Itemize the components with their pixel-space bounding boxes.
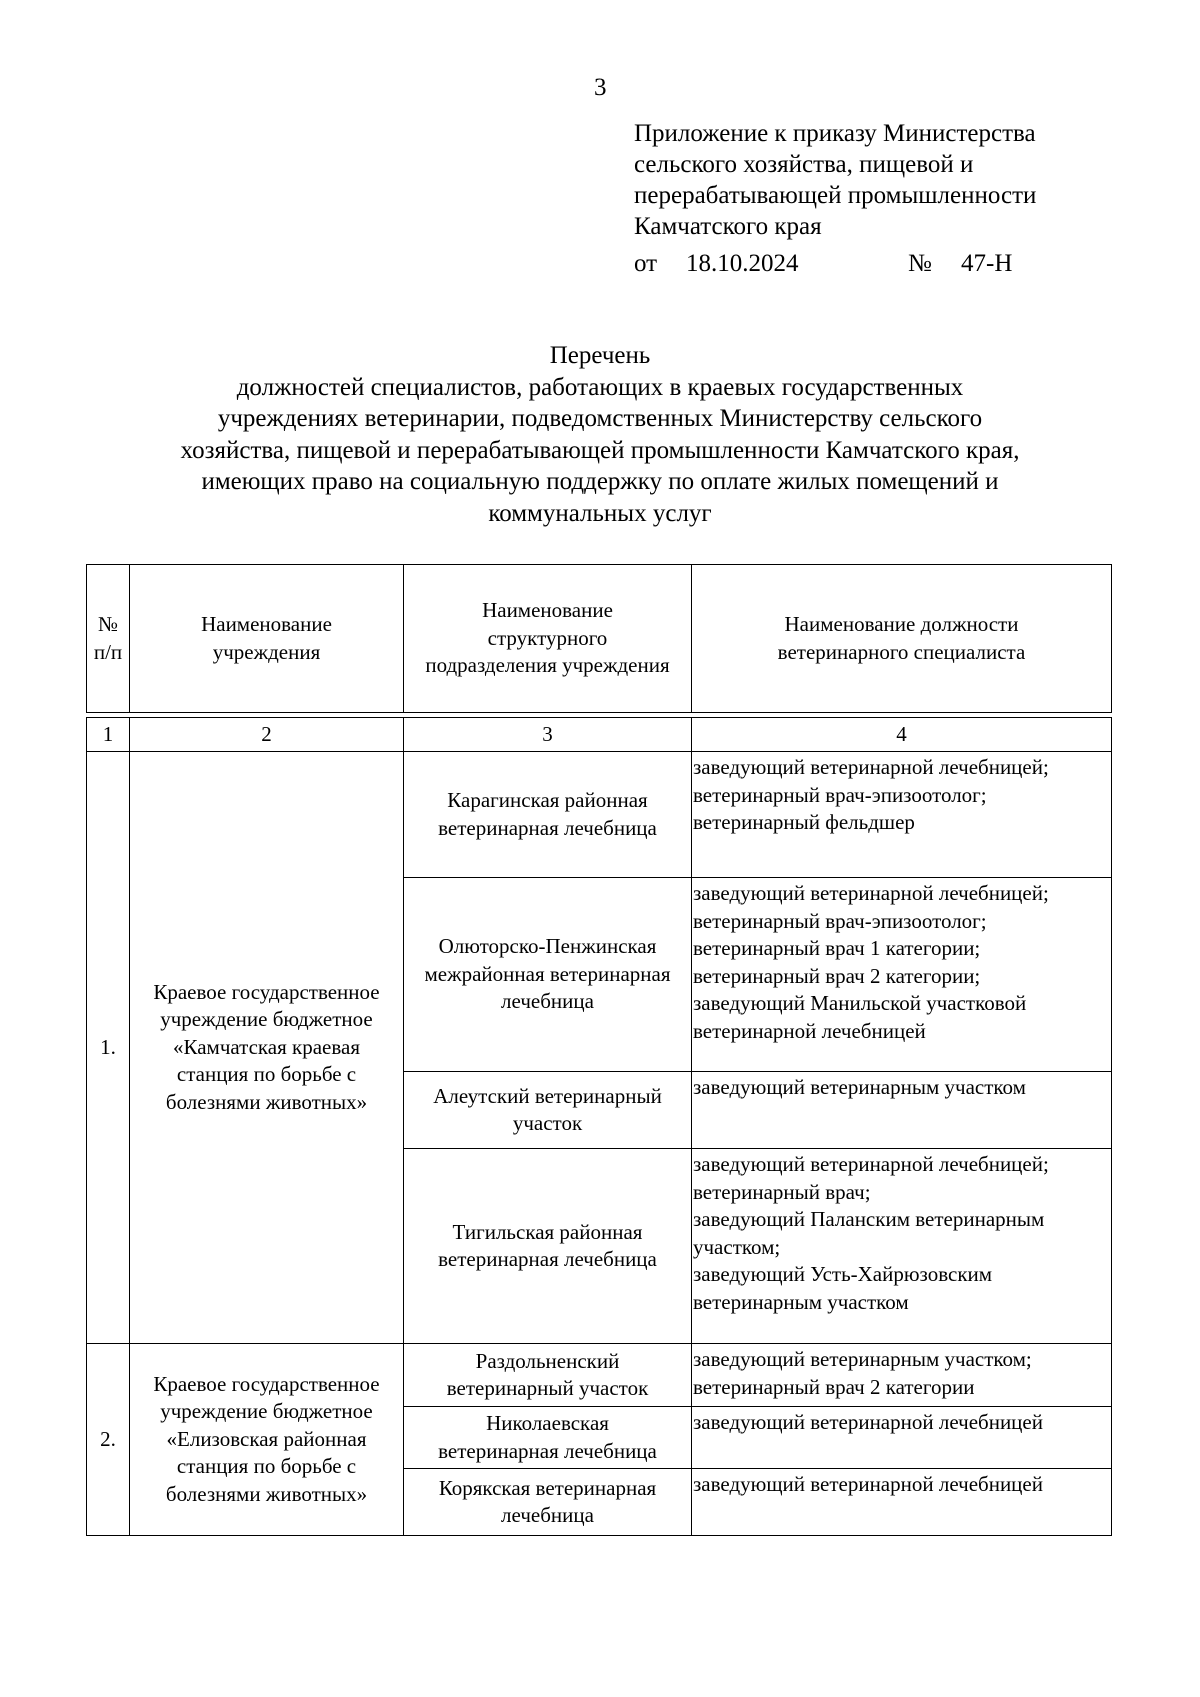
position-list: заведующий ветеринарной лечебницей; ветеринарный врач-эпизоотолог; ветеринарный врач 1 категории; ветеринарный врач 2 категории; заведующий Манильской участковой ветеринарной лечебницей — [692, 878, 1112, 1072]
unit-name: Олюторско-Пенжинская межрайонная ветеринарная лечебница — [404, 878, 692, 1072]
unit-name: Карагинская районная ветеринарная лечебница — [404, 752, 692, 878]
document-title — [85, 340, 1115, 529]
unit-name: Раздольненский ветеринарный участок — [404, 1344, 692, 1407]
position-list: заведующий ветеринарным участком; ветеринарный врач 2 категории — [692, 1344, 1112, 1407]
appendix-line: Приложение к приказу Министерства — [634, 120, 1036, 147]
column-number: 3 — [404, 718, 692, 752]
appendix-block — [634, 118, 1154, 242]
order-number: 47-Н — [961, 250, 1013, 277]
appendix-line: перерабатывающей промышленности — [634, 182, 1037, 209]
row-number: 2. — [87, 1344, 130, 1536]
page-number: 3 — [594, 74, 607, 101]
position-list: заведующий ветеринарной лечебницей; ветеринарный врач; заведующий Паланским ветеринарным участком; заведующий Усть-Хайрюзовским ветеринарным участком — [692, 1149, 1112, 1344]
row-number: 1. — [87, 752, 130, 1344]
title-line: хозяйства, пищевой и перерабатывающей промышленности Камчатского края, — [180, 436, 1020, 464]
header-number: № п/п — [87, 565, 130, 713]
institution-name: Краевое государственное учреждение бюджетное «Камчатская краевая станция по борьбе с болезнями животных» — [130, 752, 404, 1344]
header-position: Наименование должности ветеринарного специалиста — [692, 565, 1112, 713]
order-line — [634, 250, 1074, 281]
title-line: учреждениях ветеринарии, подведомственных Министерству сельского — [217, 405, 983, 432]
appendix-line: Камчатского края — [634, 213, 822, 240]
order-date: 18.10.2024 — [686, 250, 799, 277]
column-numbers-row — [87, 718, 1112, 752]
order-from-label: от — [634, 250, 658, 277]
column-number: 1 — [87, 718, 130, 752]
appendix-line: сельского хозяйства, пищевой и — [634, 151, 974, 178]
unit-name: Алеутский ветеринарный участок — [404, 1072, 692, 1149]
positions-table — [86, 564, 1112, 1536]
unit-name: Тигильская районная ветеринарная лечебница — [404, 1149, 692, 1344]
table-header-row — [87, 565, 1112, 713]
unit-name: Корякская ветеринарная лечебница — [404, 1469, 692, 1536]
title-line: коммунальных услуг — [488, 499, 712, 527]
title-line: должностей специалистов, работающих в краевых государственных — [236, 373, 964, 401]
table-row — [87, 1344, 1112, 1407]
institution-name: Краевое государственное учреждение бюджетное «Елизовская районная станция по борьбе с болезнями животных» — [130, 1344, 404, 1536]
column-number: 2 — [130, 718, 404, 752]
header-unit: Наименование структурного подразделения учреждения — [404, 565, 692, 713]
table-row — [87, 752, 1112, 878]
column-number: 4 — [692, 718, 1112, 752]
title-heading: Перечень — [549, 342, 651, 369]
position-list: заведующий ветеринарной лечебницей — [692, 1469, 1112, 1536]
order-number-label: № — [908, 250, 932, 277]
header-institution: Наименование учреждения — [130, 565, 404, 713]
unit-name: Николаевская ветеринарная лечебница — [404, 1407, 692, 1469]
title-line: имеющих право на социальную поддержку по оплате жилых помещений и — [201, 468, 999, 495]
position-list: заведующий ветеринарной лечебницей; ветеринарный врач-эпизоотолог; ветеринарный фельдшер — [692, 752, 1112, 878]
position-list: заведующий ветеринарной лечебницей — [692, 1407, 1112, 1469]
position-list: заведующий ветеринарным участком — [692, 1072, 1112, 1149]
